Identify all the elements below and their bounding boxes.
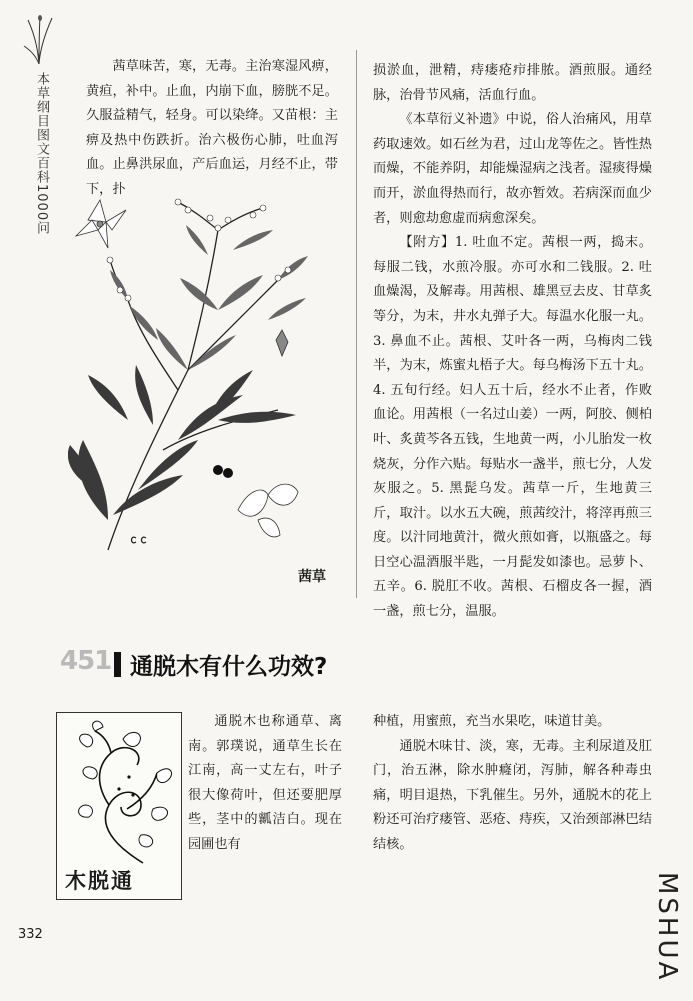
- tongtuomu-illustration: [57, 717, 181, 867]
- bottom-right-text: [373, 710, 652, 858]
- tongtuomu-figure-box: [56, 712, 182, 900]
- bottom-left-text: [188, 710, 342, 858]
- right-paragraph-2: 《本草衍义补遗》中说，俗人治痛风，用草药取速效。如石丝为君，过山龙等佐之。皆性热而燥，不能养阴，却能燥湿病之浅者。湿痰得燥而开，淤血得热而行，故亦暂效。若病深而血少者，则愈劫愈虚而病愈深矣。: [373, 112, 652, 226]
- figure-caption: 茜草: [298, 569, 326, 585]
- bottom-right-paragraph-2: 通脱木味甘、淡，寒，无毒。主利尿道及肛门，治五淋，除水肿癃闭，泻肺，解各种毒虫痛，明目退热，下乳催生。另外，通脱木的花上粉还可治疗瘘管、恶疮、痔疾，又治颈部淋巴结结核。: [373, 738, 652, 852]
- right-paragraph-appendix: 【附方】1. 吐血不定。茜根一两，捣末。每服二钱，水煎冷服。亦可水和二钱服。2. 吐血燥渴，及解毒。用茜根、雄黑豆去皮、甘草炙等分，为末，井水丸弹子大。每温水化服一丸。3. 鼻血不止。茜根、艾叶各一两，乌梅肉二钱半，为末，炼蜜丸梧子大。每乌梅汤下五十丸。4. 五旬行经。妇人五十后，经水不止者，作败血论。用茜根（一名过山姜）一两，阿胶、侧柏叶、炙黄芩各五钱，生地黄一两，小儿胎发一枚烧灰，分作六贴。每贴水一盏半，煎七分，人发灰服之。5. 黑髭乌发。茜草一斤，生地黄三斤，取汁。以水五大碗，煎茜绞汁，将滓再煎三度。以汁同地黄汁，微火煎如膏，以瓶盛之。每日空心温酒服半匙，一月髭发如漆也。忌萝卜、五辛。6. 脱肛不收。茜根、石榴皮各一握，酒一盏，煎七分，温服。: [373, 235, 652, 620]
- right-paragraph-1: 损淤血，泄精，痔瘘疮疖排脓。酒煎服。通经脉，治骨节风痛，活血行血。: [373, 63, 652, 103]
- qiancao-illustration: [68, 190, 336, 560]
- section-bar: [114, 652, 121, 677]
- book-title-vertical: 本草纲目图文百科1000问: [34, 72, 49, 236]
- column-divider: [356, 50, 357, 598]
- tongtuomu-intro-paragraph: 通脱木也称通草、离南。郭璞说，通草生长在江南，高一丈左右，叶子很大像荷叶，但还要肥厚些，茎中的瓤洁白。现在园圃也有: [188, 714, 342, 852]
- page-number: 332: [18, 927, 43, 942]
- qiancao-description-paragraph: 茜草味苦，寒，无毒。主治寒湿风痹，黄疸，补中。止血，内崩下血，膀胱不足。久服益精气，轻身。可以染绛。又苗根：主痹及热中伤跌折。治六极伤心肺，吐血泻血。止鼻洪尿血，产后血运，月经不止，带下，扑: [86, 59, 338, 197]
- section-title: 通脱木有什么功效?: [130, 654, 328, 680]
- bottom-right-paragraph-1: 种植，用蜜煎，充当水果吃，味道甘美。: [373, 714, 611, 729]
- watermark: MSHUA: [652, 872, 682, 983]
- right-column-text: [373, 59, 652, 625]
- section-number: 451: [60, 646, 112, 676]
- grass-sprig-icon: [22, 14, 56, 66]
- box-caption: 木脱通: [65, 869, 134, 893]
- left-column-text: [86, 55, 338, 203]
